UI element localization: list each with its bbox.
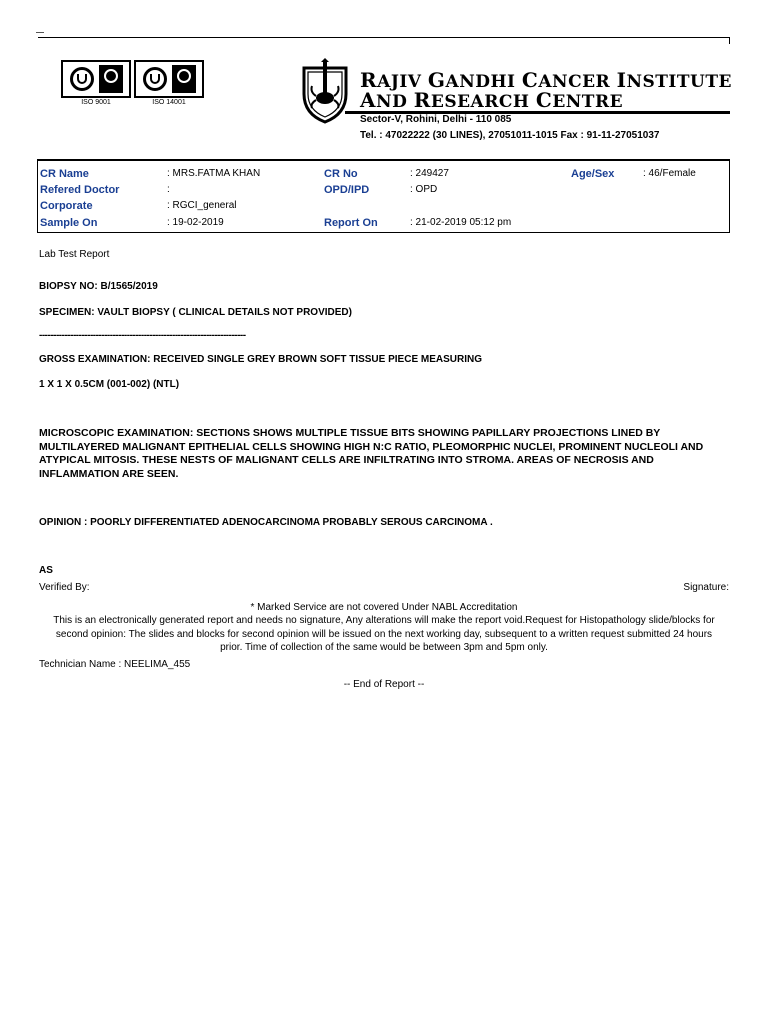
gross-measurement: 1 X 1 X 0.5CM (001-002) (NTL) bbox=[39, 379, 180, 390]
iso-badge-icon bbox=[143, 67, 167, 91]
report-on-label: Report On bbox=[324, 217, 378, 229]
age-sex-label: Age/Sex bbox=[571, 168, 615, 180]
technician-name: Technician Name : NEELIMA_455 bbox=[39, 659, 191, 670]
ukas-badge-icon bbox=[172, 65, 196, 93]
institute-name-line1: RAJIV GANDHI CANCER INSTITUTE bbox=[360, 68, 732, 92]
signature-label: Signature: bbox=[683, 582, 729, 593]
biopsy-number: BIOPSY NO: B/1565/2019 bbox=[39, 281, 158, 292]
institute-address: Sector-V, Rohini, Delhi - 110 085 bbox=[360, 114, 512, 125]
corporate-value: : RGCI_general bbox=[167, 200, 237, 211]
sample-on-label: Sample On bbox=[40, 217, 98, 229]
institute-name-line2: AND RESEARCH CENTRE bbox=[360, 88, 624, 112]
end-of-report: -- End of Report -- bbox=[343, 679, 425, 690]
corporate-label: Corporate bbox=[40, 200, 93, 212]
specimen: SPECIMEN: VAULT BIOPSY ( CLINICAL DETAILS NOT PROVIDED) bbox=[39, 307, 352, 318]
iso-14001-label: ISO 14001 bbox=[152, 99, 186, 106]
corner-mark bbox=[36, 32, 44, 33]
patient-info-box bbox=[37, 159, 730, 233]
cr-no-value: : 249427 bbox=[410, 168, 449, 179]
header-frame-top bbox=[38, 37, 730, 38]
institute-emblem-icon bbox=[300, 58, 350, 124]
opd-ipd-label: OPD/IPD bbox=[324, 184, 370, 196]
gross-examination: GROSS EXAMINATION: RECEIVED SINGLE GREY BROWN SOFT TISSUE PIECE MEASURING bbox=[39, 354, 483, 365]
referred-doctor-value: : bbox=[167, 184, 170, 195]
iso-badge-icon bbox=[70, 67, 94, 91]
nabl-note: * Marked Service are not covered Under NABL Accreditation bbox=[250, 602, 518, 613]
cr-name-value: : MRS.FATMA KHAN bbox=[167, 168, 261, 179]
microscopic-examination: MICROSCOPIC EXAMINATION: SECTIONS SHOWS MULTIPLE TISSUE BITS SHOWING PAPILLARY PROJECTIONS LINED BY MULTILAYERED MALIGNANT EPITHELIAL CELLS SHOWING HIGH N:C RATIO, PLEOMORPHIC NUCLEI, PROMINENT NUCLEOLI AND ATYPICAL MITOSIS. THESE NESTS OF MALIGNANT CELLS ARE INFILTRATING INTO STROMA. AREAS OF NECROSIS AND INFLAMMATION ARE SEEN. bbox=[39, 427, 704, 480]
opinion: OPINION : POORLY DIFFERENTIATED ADENOCARCINOMA PROBABLY SEROUS CARCINOMA . bbox=[39, 517, 493, 528]
referred-doctor-label: Refered Doctor bbox=[40, 184, 120, 196]
iso-9001-logo bbox=[61, 60, 131, 106]
disclaimer: This is an electronically generated report and needs no signature, Any alterations will make the report void.Request for Histopathology slide/blocks for second opinion: The slides and blocks for second opinion will be issued on the next working day, subsequent to a written request submitted 24 hours prior. Time of collection of the same would be between 3pm and 5pm only. bbox=[53, 615, 715, 653]
verified-by-label: Verified By: bbox=[39, 582, 90, 593]
iso-9001-label: ISO 9001 bbox=[81, 99, 111, 106]
cr-no-label: CR No bbox=[324, 168, 358, 180]
pathologist-initials: AS bbox=[39, 565, 53, 576]
iso-14001-logo bbox=[134, 60, 204, 106]
cr-name-label: CR Name bbox=[40, 168, 89, 180]
sample-on-value: : 19-02-2019 bbox=[167, 217, 224, 228]
institute-phone: Tel. : 47022222 (30 LINES), 27051011-1015 Fax : 91-11-27051037 bbox=[360, 130, 660, 141]
age-sex-value: : 46/Female bbox=[643, 168, 696, 179]
report-title: Lab Test Report bbox=[39, 249, 110, 260]
header-frame-right bbox=[729, 37, 730, 44]
ukas-badge-icon bbox=[99, 65, 123, 93]
report-on-value: : 21-02-2019 05:12 pm bbox=[410, 217, 512, 228]
separator-line: ------------------------------------------------------------------------- bbox=[39, 330, 246, 341]
opd-ipd-value: : OPD bbox=[410, 184, 438, 195]
